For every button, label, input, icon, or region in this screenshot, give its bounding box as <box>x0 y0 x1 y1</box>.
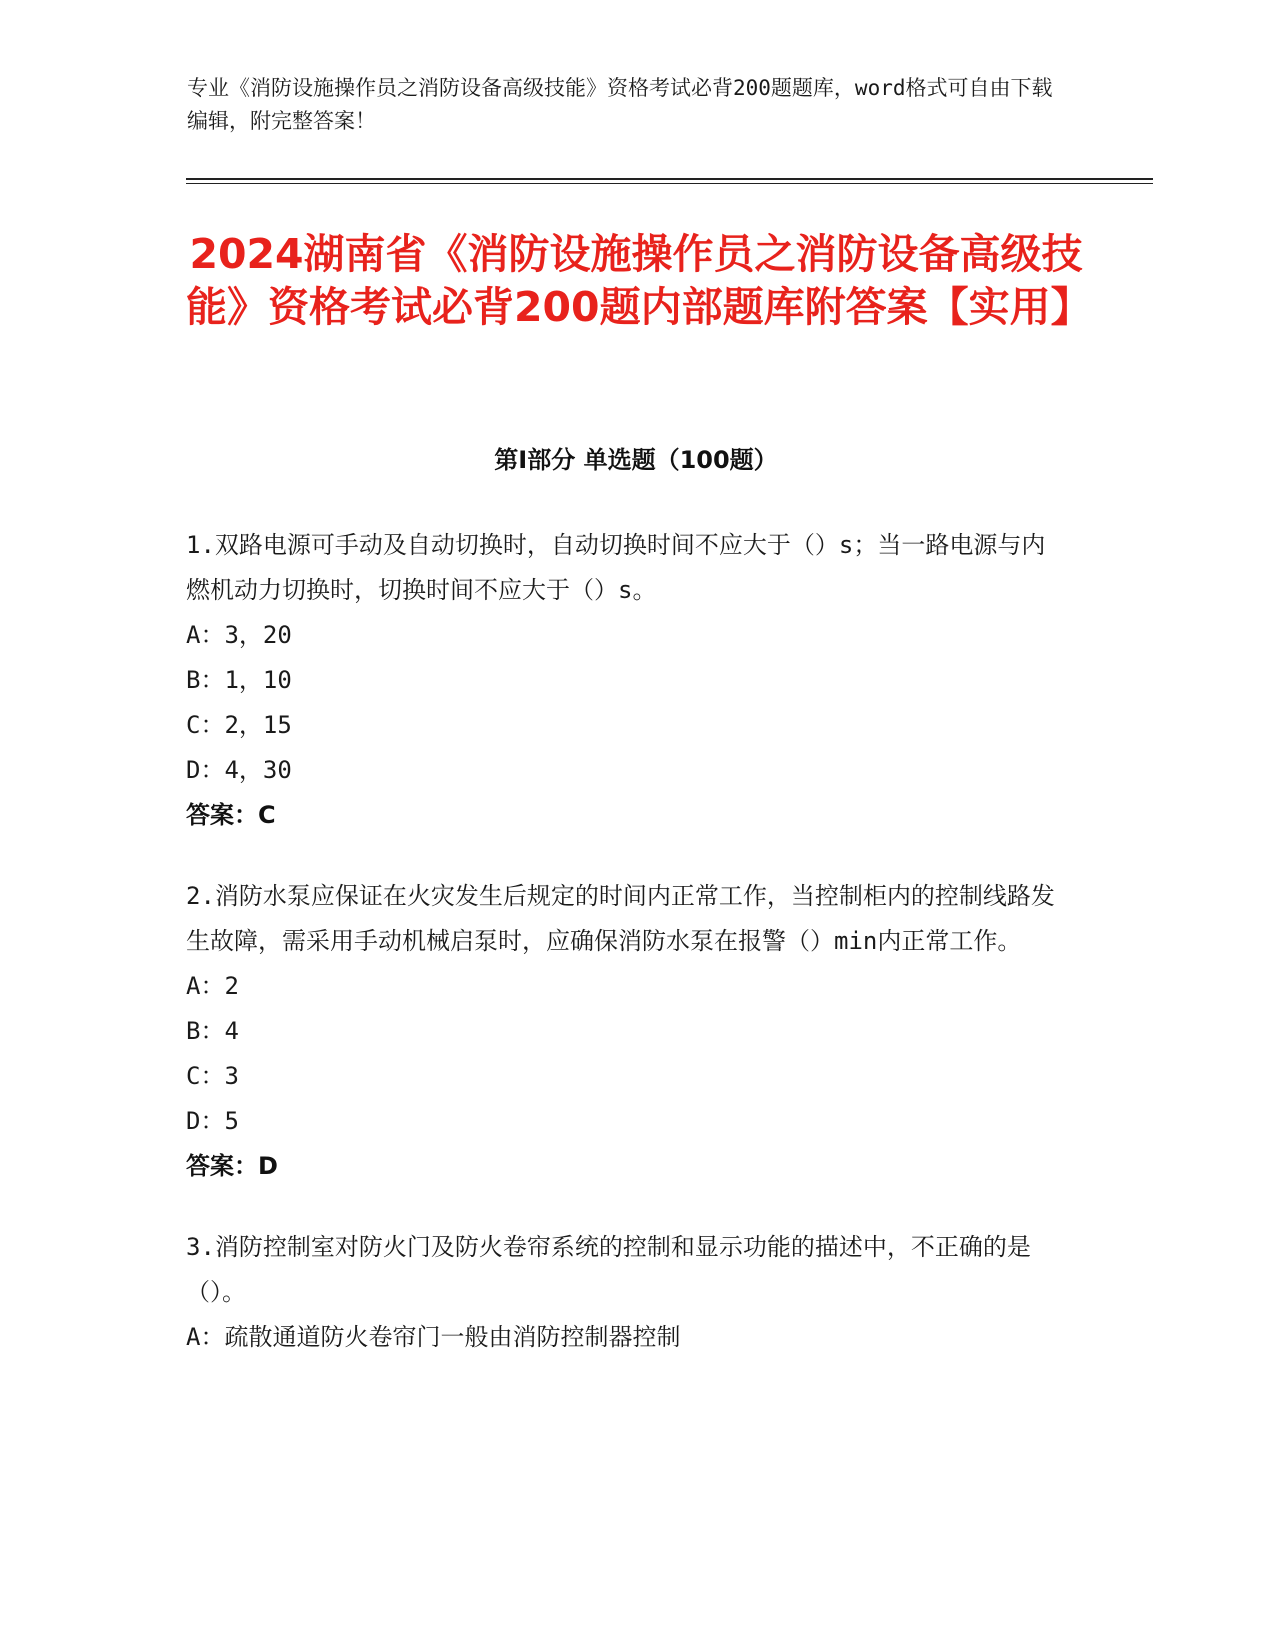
question-2 <box>186 874 1066 1189</box>
answer: 答案：D <box>186 1152 278 1180</box>
question-text: 3.消防控制室对防火门及防火卷帘系统的控制和显示功能的描述中，不正确的是（）。 <box>186 1233 1031 1306</box>
option-c: C：2，15 <box>186 711 292 739</box>
option-d: D：4，30 <box>186 756 292 784</box>
header-divider-thin <box>186 183 1153 184</box>
header-note: 专业《消防设施操作员之消防设备高级技能》资格考试必背200题题库，word格式可自由下载编辑，附完整答案！ <box>187 76 1053 133</box>
option-c: C：3 <box>186 1062 239 1090</box>
option-a: A：3，20 <box>186 621 292 649</box>
question-text: 1.双路电源可手动及自动切换时，自动切换时间不应大于（）s；当一路电源与内燃机动力切换时，切换时间不应大于（）s。 <box>186 531 1046 604</box>
question-text: 2.消防水泵应保证在火灾发生后规定的时间内正常工作，当控制柜内的控制线路发生故障，需采用手动机械启泵时，应确保消防水泵在报警（）min内正常工作。 <box>186 882 1055 955</box>
option-b: B：1，10 <box>186 666 292 694</box>
option-a: A：2 <box>186 972 239 1000</box>
document-title: 2024湖南省《消防设施操作员之消防设备高级技能》资格考试必背200题内部题库附答案【实用】 <box>186 230 1092 331</box>
section-title: 第Ⅰ部分 单选题（100题） <box>494 446 778 474</box>
option-a: A：疏散通道防火卷帘门一般由消防控制器控制 <box>186 1323 681 1351</box>
question-list <box>186 523 1066 1396</box>
answer: 答案：C <box>186 801 276 829</box>
option-b: B：4 <box>186 1017 239 1045</box>
option-d: D：5 <box>186 1107 239 1135</box>
question-1 <box>186 523 1066 838</box>
header-divider <box>186 178 1153 180</box>
question-3 <box>186 1225 1066 1360</box>
